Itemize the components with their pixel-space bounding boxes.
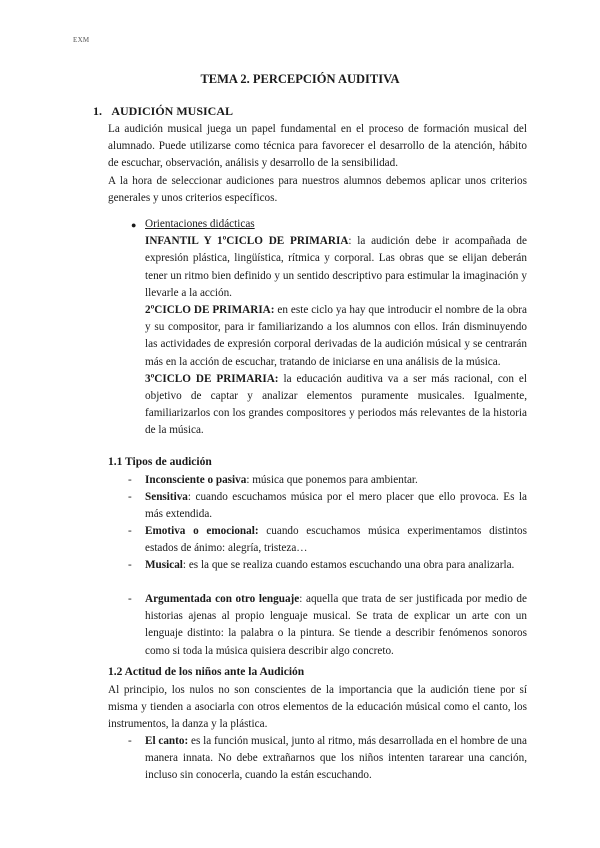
bullet-icon: ● [131, 220, 137, 230]
tipo-text-4: : es la que se realiza cuando estamos escuchando una obra para analizarla. [182, 559, 515, 571]
orient-text-2: en este ciclo ya hay que introducir el nombre de la obra y su compositor, para ir familiarizando a los alumnos con ellos. Irán disminuyendo las actividades de expresión corporal derivadas de la audición músical y se centrarán más en la acción de escuchar, tratando de iniciarse en una análisis de la música. [145, 304, 527, 368]
tipo-text-1: : música que ponemos para ambientar. [246, 474, 418, 486]
orientaciones-heading: Orientaciones didácticas [145, 218, 255, 230]
orient-text-1: : la audición debe ir acompañada de expresión plástica, lingüística, rítmica y corporal. Las obras que se elijan deberán tener un ritmo bien definido y un sentido descriptivo para estimular la imaginación y llevarle a la acción. [145, 235, 527, 299]
orient-text-3: la educación auditiva va a ser más racional, con el objetivo de captar y analizar elementos puramente musicales. Igualmente, familiarizarlos con los grandes compositores y periodos más relevantes de la historia de la música. [145, 372, 527, 437]
dash-marker: - [128, 593, 132, 605]
dash-marker: - [128, 735, 132, 747]
tipo-label-4: Musical [145, 559, 183, 571]
dash-marker: - [128, 474, 132, 486]
dash-marker: - [128, 491, 132, 503]
intro-paragraph [108, 121, 527, 207]
orientaciones-block [145, 216, 527, 440]
section-title: AUDICIÓN MUSICAL [111, 104, 234, 118]
dash-marker: - [128, 559, 132, 571]
actitud-item [145, 733, 527, 785]
section-heading [93, 104, 233, 119]
tipo-item [145, 472, 527, 489]
actitud-heading: 1.2 Actitud de los niños ante la Audición [108, 666, 305, 678]
actitud-text: es la función musical, junto al ritmo, más desarrollada en el hombre de una manera innata. No debe extrañarnos que los niños intenten tararear una canción, incluso sin conocerla, cuando la están escuchando. [145, 735, 527, 782]
document-title: TEMA 2. PERCEPCIÓN AUDITIVA [200, 72, 400, 86]
tipo-text-2: : cuando escuchamos música por el mero placer que ello provoca. Es la más extendida. [145, 491, 527, 521]
tipo-item [145, 591, 527, 660]
actitud-paragraph: Al principio, los nulos no son conscientes de la importancia que la audición tiene por sí misma y tienden a asociarla con otros elementos de la educación músical como el canto, los instrumentos, la danza y la plástica. [108, 684, 527, 731]
orient-label-2: 2ºCICLO DE PRIMARIA: [145, 304, 275, 317]
dash-marker: - [128, 525, 132, 537]
section-number: 1. [93, 104, 102, 118]
tipo-label-3: Emotiva o emocional: [145, 525, 259, 537]
intro-text-1: La audición musical juega un papel fundamental en el proceso de formación musical del alumnado. Puede utilizarse como técnica para favorecer el desarrollo de la atención, hábito de escuchar, observación, análisis y desarrollo de la sensibilidad. [108, 123, 527, 170]
tipo-text-3: cuando escuchamos música experimentamos distintos estados de ánimo: alegría, tristeza… [145, 525, 527, 555]
orient-label-1: INFANTIL Y 1ºCICLO DE PRIMARIA [145, 235, 349, 248]
tipo-item [145, 523, 527, 557]
tipo-label-2: Sensitiva [145, 491, 188, 503]
tipo-label-1: Inconsciente o pasiva [145, 474, 247, 486]
tipo-label-5: Argumentada con otro lenguaje [145, 593, 300, 605]
tipo-text-5: : aquella que trata de ser justificada por medio de historias ajenas al propio lenguaje musical. Se trata de explicar un arte con un lenguaje distinto: la palabra o la pintura. Se tiende a describir fenómenos sonoros como si toda la música quisiera describir algo concreto. [145, 593, 527, 657]
tipo-item [145, 489, 527, 523]
tipos-heading: 1.1 Tipos de audición [108, 456, 212, 468]
orient-label-3: 3ºCICLO DE PRIMARIA: [145, 372, 279, 385]
intro-text-2: A la hora de seleccionar audiciones para nuestros alumnos debemos aplicar unos criterios generales y unos criterios específicos. [108, 174, 527, 204]
header-mark: EXM [73, 36, 90, 44]
tipo-item [145, 557, 527, 574]
actitud-label: El canto: [145, 735, 189, 747]
